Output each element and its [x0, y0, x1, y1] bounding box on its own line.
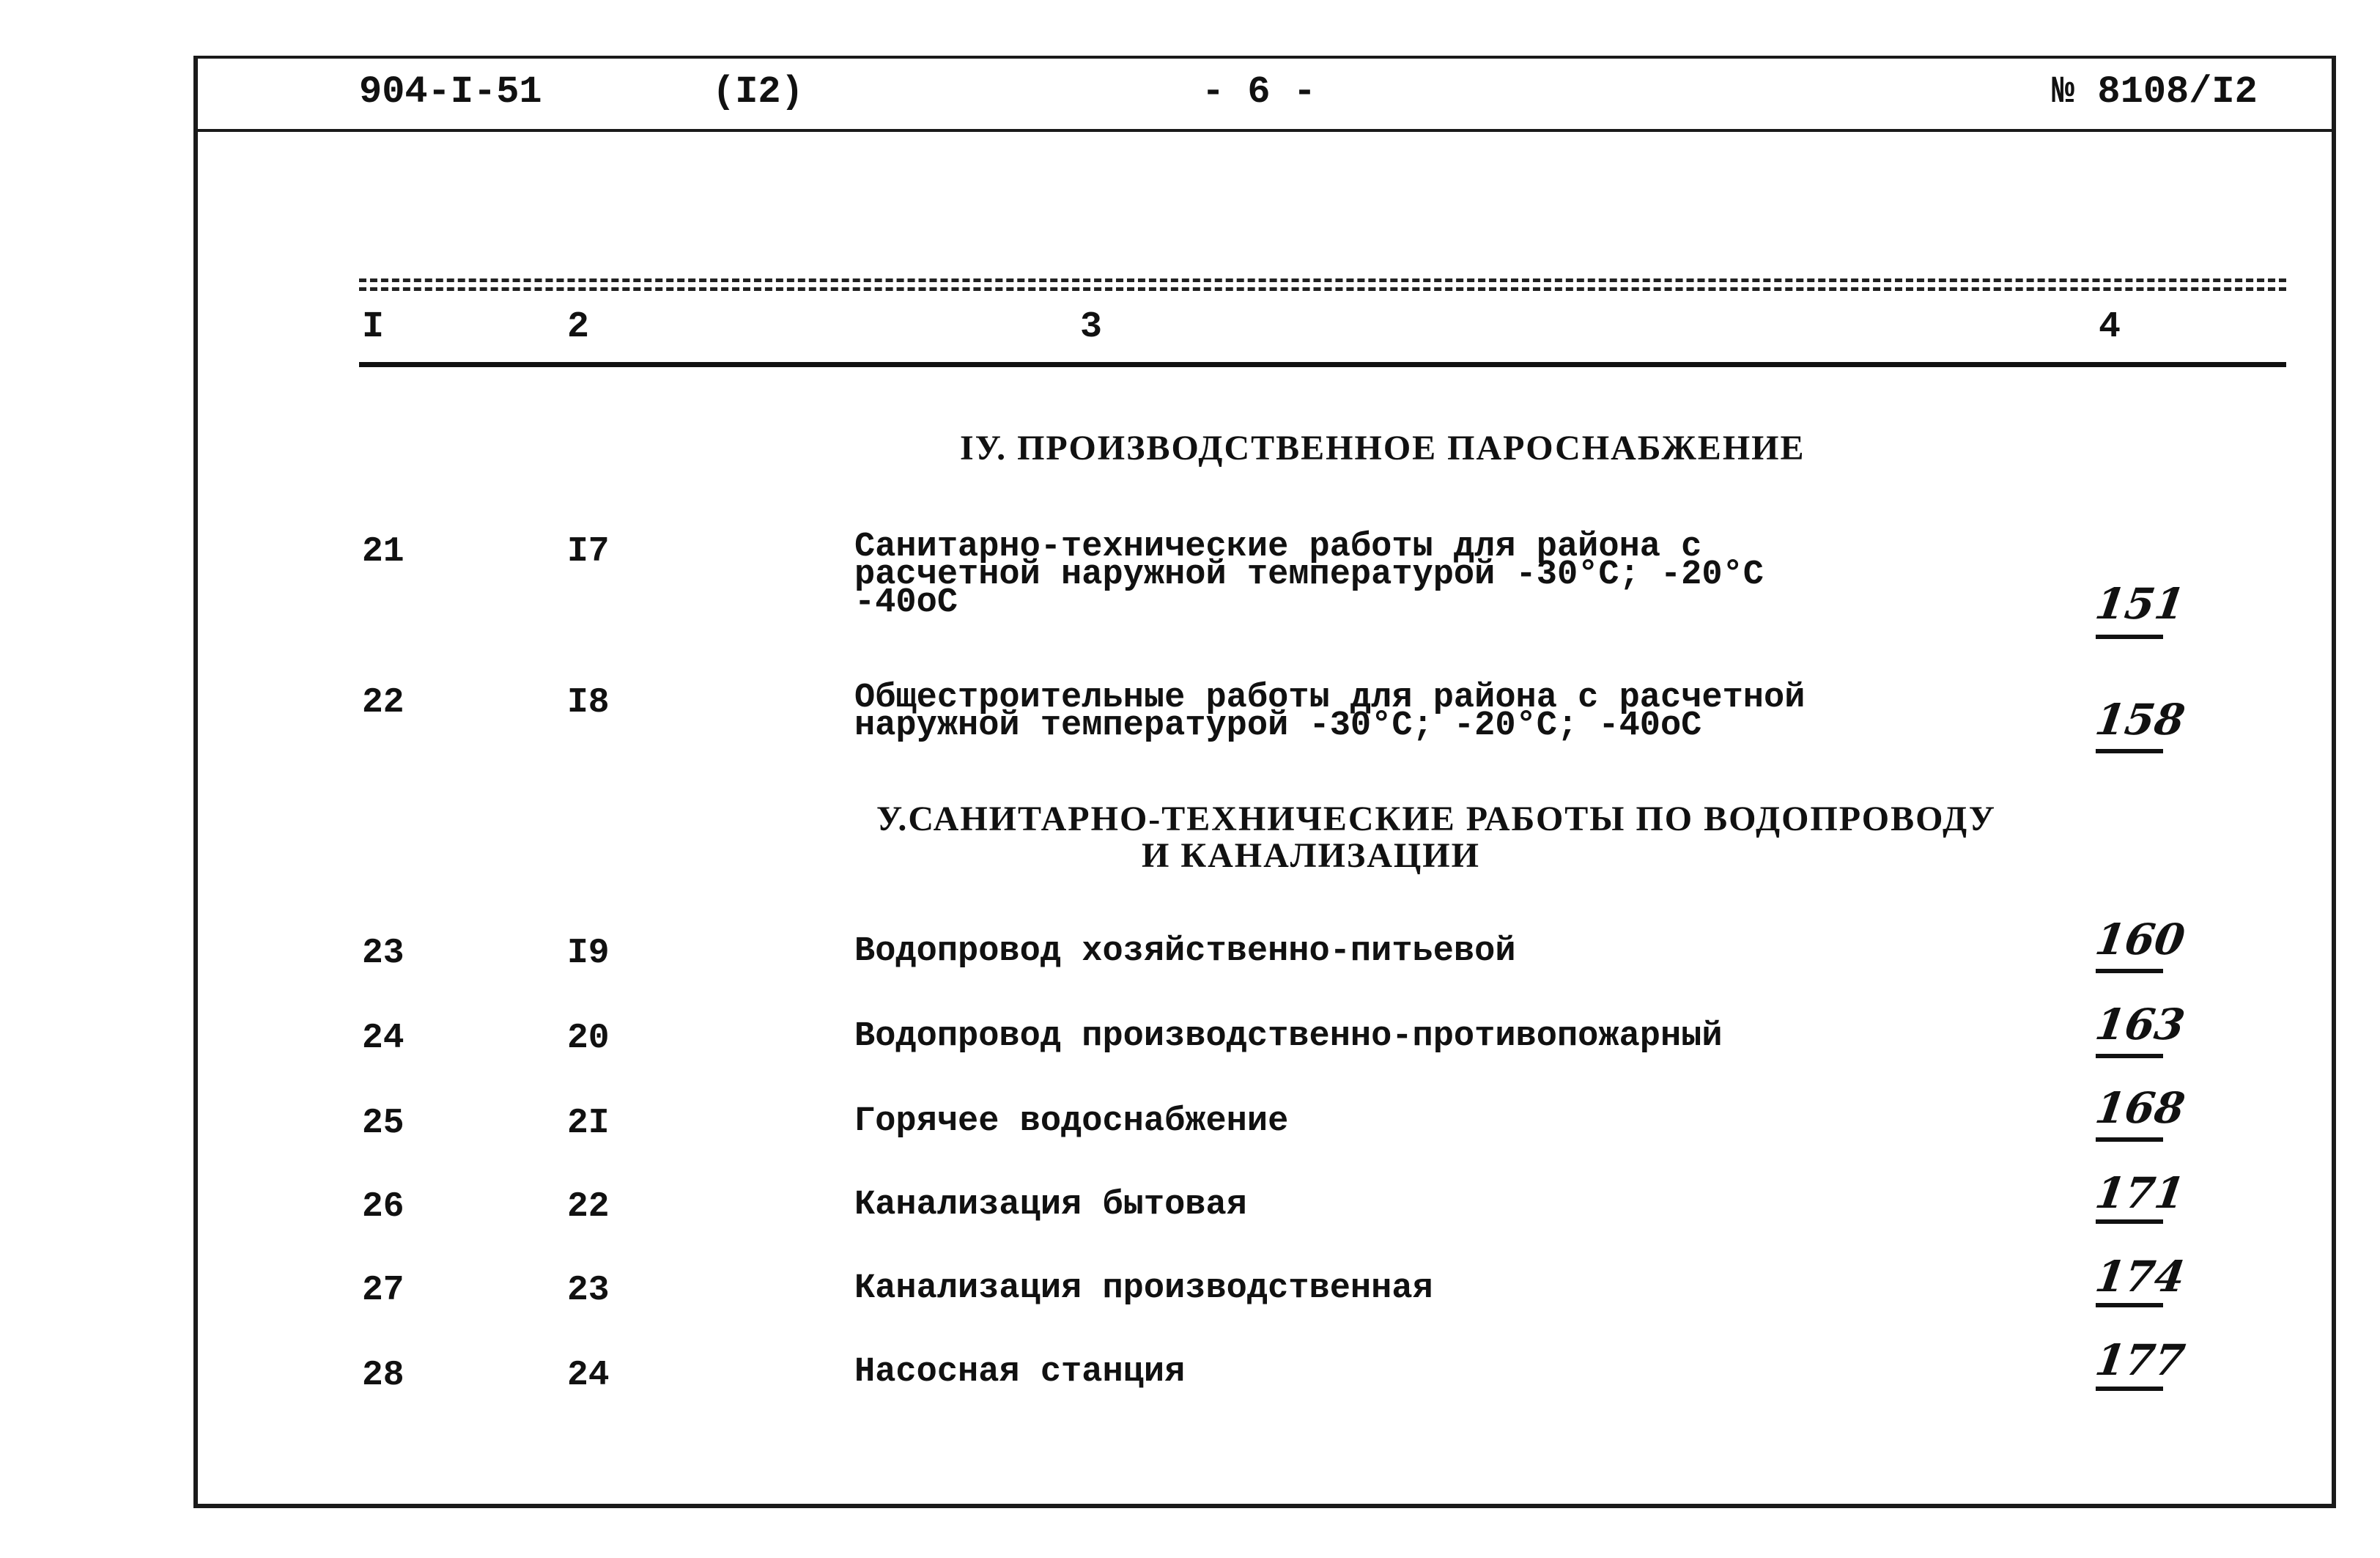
row-description: Общестроительные работы для района с расчетной наружной температурой -30°С; -20°С; -40оС	[854, 679, 1806, 745]
row-sheet: I9	[567, 934, 610, 973]
page-ref-underline	[2096, 749, 2163, 753]
row-number: 26	[362, 1187, 404, 1227]
section-v-title-line1: У.САНИТАРНО-ТЕХНИЧЕСКИЕ РАБОТЫ ПО ВОДОПРОВОДУ	[876, 800, 1996, 838]
row-description: Насосная станция	[854, 1353, 1186, 1392]
row-page-ref: 171	[2092, 1168, 2188, 1218]
row-description: Горячее водоснабжение	[854, 1102, 1289, 1141]
row-sheet: 22	[567, 1187, 610, 1227]
row-page-ref: 160	[2092, 915, 2188, 964]
page-ref-underline	[2096, 1303, 2163, 1307]
row-number: 24	[362, 1019, 404, 1058]
row-sheet: I8	[567, 683, 610, 723]
section-v-title-line2: И КАНАЛИЗАЦИИ	[1142, 836, 1480, 875]
row-number: 22	[362, 683, 404, 723]
row-description: Канализация бытовая	[854, 1186, 1247, 1225]
row-number: 28	[362, 1356, 404, 1395]
table-top-rule-2	[359, 287, 2286, 291]
header-divider	[193, 129, 2336, 132]
column-header-1: I	[362, 306, 385, 348]
row-sheet: 20	[567, 1019, 610, 1058]
column-header-3: 3	[1080, 306, 1103, 348]
row-description: Санитарно-технические работы для района с расчетной наружной температурой -30°С; -20°С -40оС	[854, 528, 1764, 622]
row-sheet: 2I	[567, 1104, 610, 1143]
row-number: 21	[362, 532, 404, 572]
page-ref-underline	[2096, 1137, 2163, 1142]
row-number: 23	[362, 934, 404, 973]
row-page-ref: 168	[2092, 1083, 2188, 1133]
row-description: Водопровод производственно-противопожарный	[854, 1017, 1723, 1056]
page-ref-underline	[2096, 969, 2163, 973]
page-marker: - 6 -	[1202, 70, 1317, 114]
row-page-ref: 177	[2092, 1335, 2188, 1385]
row-sheet: 23	[567, 1271, 610, 1310]
row-page-ref: 151	[2092, 579, 2188, 629]
row-sheet: I7	[567, 532, 610, 572]
section-iv-title: IУ. ПРОИЗВОДСТВЕННОЕ ПАРОСНАБЖЕНИЕ	[960, 429, 1806, 468]
page-ref-underline	[2096, 1219, 2163, 1224]
row-page-ref: 158	[2092, 695, 2188, 745]
sheet-group: (I2)	[712, 70, 804, 114]
row-page-ref: 163	[2092, 1000, 2188, 1049]
page-ref-underline	[2096, 635, 2163, 639]
column-header-4: 4	[2099, 306, 2121, 348]
row-page-ref: 174	[2092, 1252, 2188, 1302]
row-description: Канализация производственная	[854, 1269, 1433, 1308]
row-number: 27	[362, 1271, 404, 1310]
page-ref-underline	[2096, 1054, 2163, 1058]
row-number: 25	[362, 1104, 404, 1143]
doc-code: 904-I-51	[359, 70, 542, 114]
row-sheet: 24	[567, 1356, 610, 1395]
row-description: Водопровод хозяйственно-питьевой	[854, 932, 1516, 971]
table-header-rule	[359, 362, 2286, 367]
doc-number: № 8108/I2	[2052, 70, 2258, 114]
page-ref-underline	[2096, 1387, 2163, 1391]
column-header-2: 2	[567, 306, 590, 348]
table-top-rule	[359, 278, 2286, 282]
